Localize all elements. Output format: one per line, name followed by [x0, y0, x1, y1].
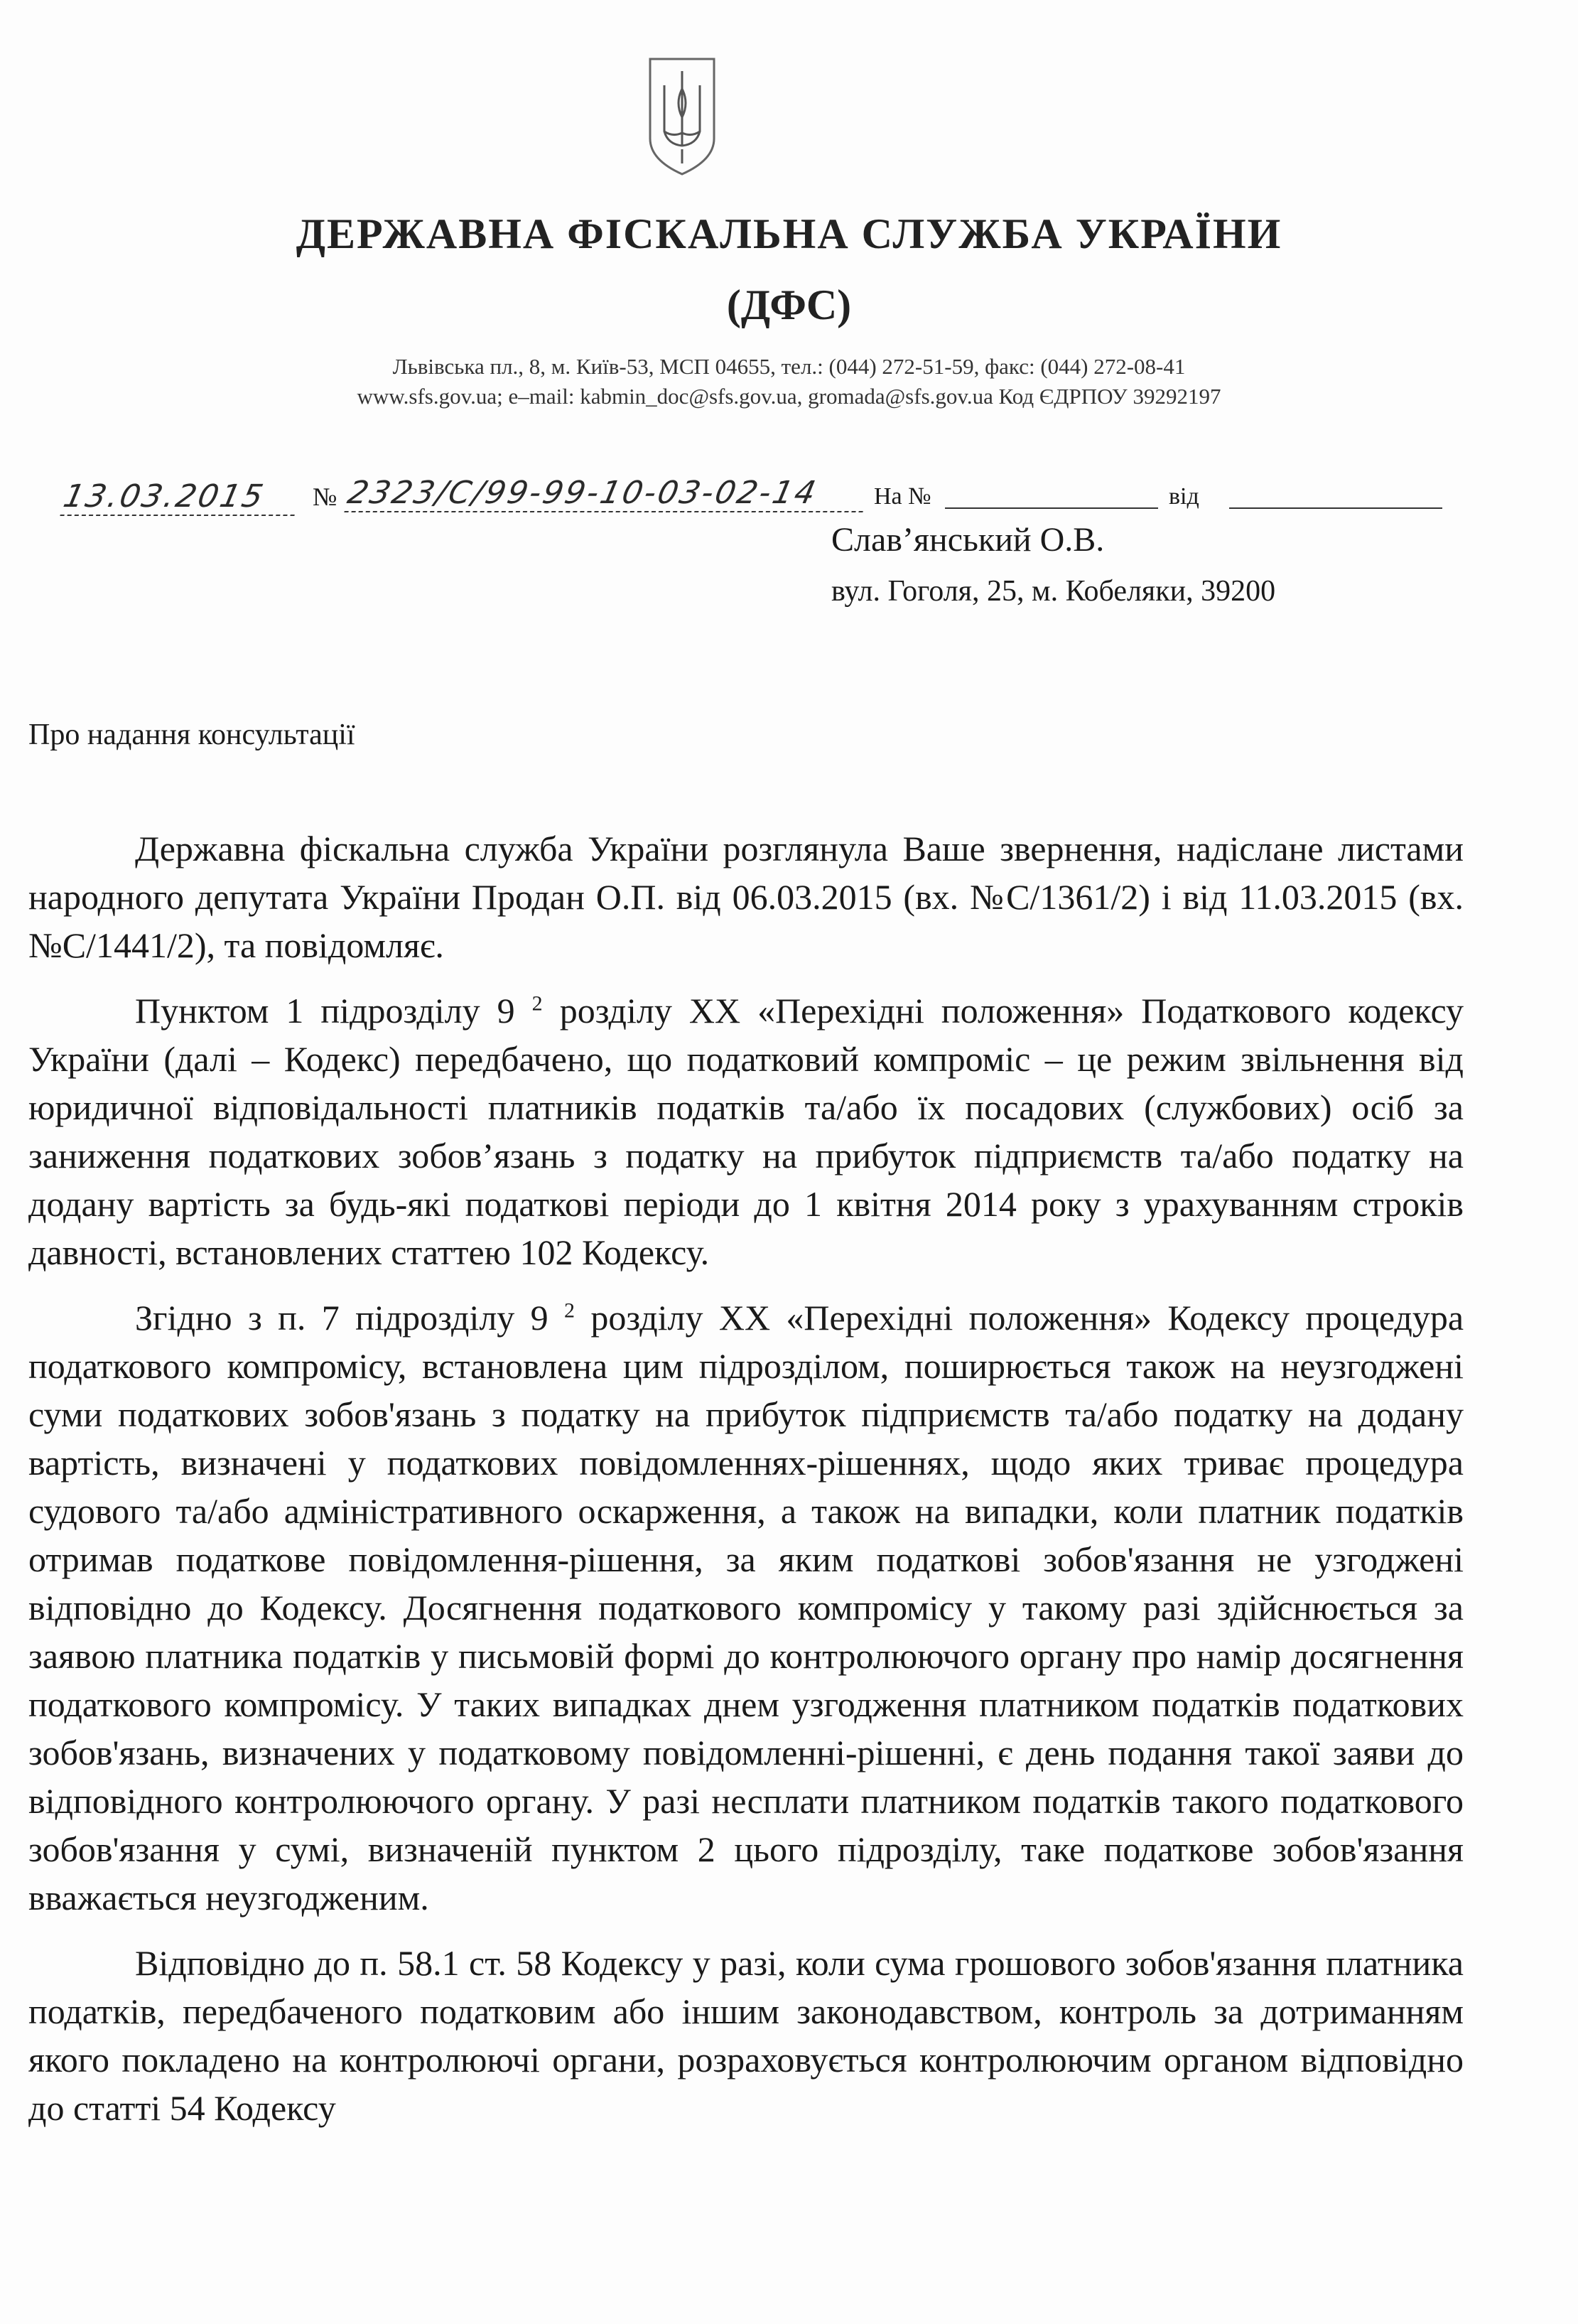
trident-emblem-icon: [643, 53, 721, 178]
contact-address-line: Львівська пл., 8, м. Київ-53, МСП 04655, тел.: (044) 272-51-59, факс: (044) 272-08-41: [392, 354, 1186, 379]
superscript: 2: [531, 991, 543, 1016]
body-paragraph: Згідно з п. 7 підрозділу 9 $^2$ розділу XX «Перехідні положення» Кодексу процедура податкового компромісу, встановлена цим підрозділом, поширюється також на неузгоджені суми податкових зобов'язань з податку на прибуток підприємств та/або податку на додану вартість, визначені у податкових повідомленнях-рішеннях, щодо яких триває процедура судового та/або адміністративного оскарження, а також на випадки, коли платник податків отримав податкове повідомлення-рішення, за яким податкові зобов'язання не узгоджені відповідно до Кодексу. Досягнення податкового компромісу у такому разі здійснюється за заявою платника податків у письмовій формі до контролюючого органу про намір досягнення податкового компромісу. У таких випадках днем узгодження платником податків податкових зобов'язань, визначених у податковому повідомленні-рішенні, є день подання такої заяви до відповідного контролюючого органу. У разі несплати платником податків такого податкового зобов'язання у сумі, визначеній пунктом 2 цього підрозділу, таке податкове зобов'язання вважається неузгодженим.: [28, 1298, 1464, 1917]
incoming-date-label: від: [1169, 483, 1199, 510]
outgoing-number: 2323/С/99-99-10-03-02-14: [344, 475, 870, 512]
reference-line: [50, 475, 1435, 524]
letter-subject: Про надання консультації: [28, 719, 355, 751]
incoming-number-label: На №: [874, 483, 931, 510]
outgoing-date: 13.03.2015: [60, 478, 302, 516]
recipient-address: вул. Гоголя, 25, м. Кобеляки, 39200: [831, 575, 1276, 608]
contact-web-line: www.sfs.gov.ua; e–mail: kabmin_doc@sfs.gov.ua, gromada@sfs.gov.ua Код ЄДРПОУ 39292197: [357, 384, 1221, 409]
organization-name: ДЕРЖАВНА ФІСКАЛЬНА СЛУЖБА УКРАЇНИ: [296, 210, 1282, 257]
number-label: №: [313, 483, 337, 511]
incoming-date-blank: [1229, 506, 1442, 509]
body-paragraph: Пунктом 1 підрозділу 9 $^2$ розділу XX «Перехідні положення» Податкового кодексу України (далі – Кодекс) передбачено, що податковий компроміс – це режим звільнення від юридичної відповідальності платників податків та/або їх посадових (службових) осіб за заниження податкових зобов’язань з податку на прибуток підприємств та/або податку на додану вартість за будь-які податкові періоди до 1 квітня 2014 року з урахуванням строків давності, встановлених статтею 102 Кодексу.: [28, 991, 1464, 1272]
recipient-name: Слав’янський О.В.: [831, 521, 1105, 559]
incoming-number-blank: [945, 506, 1158, 509]
letter-body: [28, 824, 1464, 2149]
body-paragraph: Державна фіскальна служба України розглянула Ваше звернення, надіслане листами народного депутата України Продан О.П. від 06.03.2015 (вх. №С/1361/2) і від 11.03.2015 (вх. №С/1441/2), та повідомляє.: [28, 829, 1464, 965]
body-paragraph: Відповідно до п. 58.1 ст. 58 Кодексу у разі, коли сума грошового зобов'язання платника податків, передбаченого податковим або іншим законодавством, контроль за дотриманням якого покладено на контролюючі органи, розраховується контролюючим органом відповідно до статті 54 Кодексу: [28, 1943, 1464, 2128]
superscript: 2: [564, 1298, 575, 1323]
organization-abbreviation: (ДФС): [726, 281, 852, 328]
